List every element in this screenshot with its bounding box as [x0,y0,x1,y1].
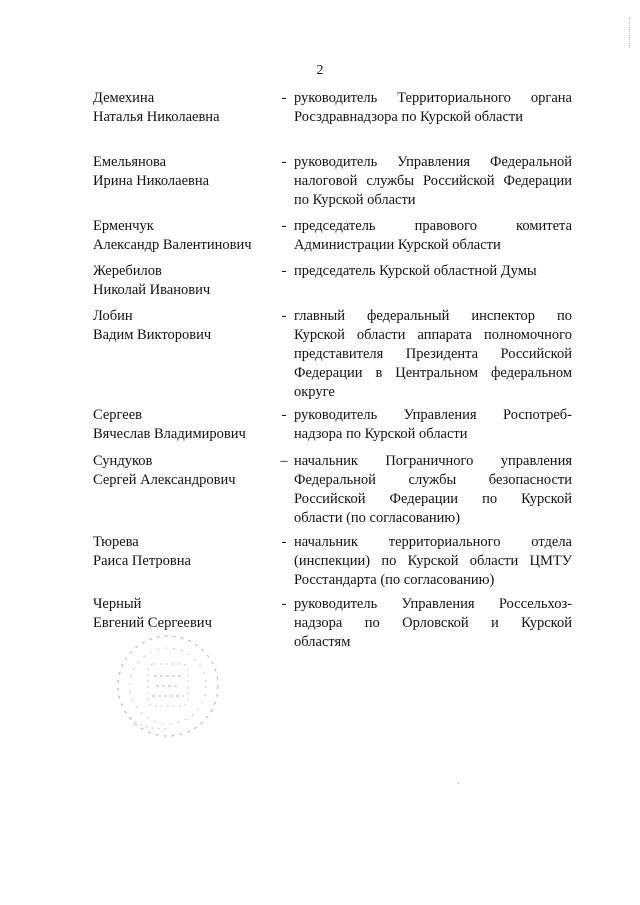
dash-separator: - [281,308,287,324]
position-line: главный федеральный инспектор по [294,308,572,324]
position-description [294,452,572,528]
person-name [93,452,278,490]
position-line: областям [294,634,351,650]
person-name [93,153,278,191]
position-description [294,217,572,255]
person-name [93,217,278,255]
surname: Емельянова [93,154,167,170]
position-line: руководитель Управления Россельхоз- [294,596,572,612]
position-line: руководитель Управления Федеральной [294,154,572,170]
dash-separator: - [281,154,287,170]
surname: Ерменчук [93,218,154,234]
position-line: Федеральной службы безопасности [294,472,572,488]
position-line: Росстандарта (по согласованию) [294,572,495,588]
position-line: Федерации в Центральном федеральном [294,365,572,381]
position-line: Курской области аппарата полномочного [294,327,572,343]
position-line: начальник Пограничного управления [294,453,572,469]
surname: Лобин [93,308,133,324]
surname: Демехина [93,90,155,106]
given-name: Александр Валентинович [93,237,252,253]
person-name [93,89,278,127]
dash-separator: - [281,90,287,106]
given-name: Ирина Николаевна [93,173,210,189]
given-name: Сергей Александрович [93,472,236,488]
scan-edge-mark [629,18,632,48]
surname: Черный [93,596,142,612]
given-name: Евгений Сергеевич [93,615,212,631]
given-name: Наталья Николаевна [93,109,220,125]
given-name: Николай Иванович [93,282,211,298]
position-description [294,406,572,444]
position-line: руководитель Территориального органа [294,90,572,106]
dash-separator: - [281,534,287,550]
position-description [294,262,572,281]
position-line: руководитель Управления Роспотреб- [294,407,572,423]
position-line: надзора по Курской области [294,426,468,442]
position-line: по Курской области [294,192,416,208]
given-name: Вадим Викторович [93,327,212,343]
dash-separator: - [281,596,287,612]
position-line: области (по согласованию) [294,510,461,526]
person-name [93,307,278,345]
given-name: Вячеслав Владимирович [93,426,246,442]
dash-separator: - [281,218,287,234]
position-line: налоговой службы Российской Федерации [294,173,572,189]
position-line: Российской Федерации по Курской [294,491,572,507]
page-number: 2 [316,63,324,78]
scan-speck [457,782,459,784]
position-line: (инспекции) по Курской области ЦМТУ [294,553,572,569]
surname: Сергеев [93,407,143,423]
dash-separator: - [281,263,287,279]
person-name [93,262,278,300]
position-line: надзора по Орловской и Курской [294,615,572,631]
position-description [294,153,572,210]
position-line: начальник территориального отдела [294,534,572,550]
person-name [93,406,278,444]
position-description [294,89,572,127]
dash-separator: – [280,453,288,469]
surname: Сундуков [93,453,153,469]
position-description [294,307,572,402]
faded-seal-stamp [110,628,226,744]
surname: Тюрева [93,534,139,550]
person-name [93,533,278,571]
position-line: округе [294,384,335,400]
position-line: председатель правового комитета [294,218,572,234]
dash-separator: - [281,407,287,423]
position-description [294,595,572,652]
position-line: представителя Президента Российской [294,346,572,362]
surname: Жеребилов [93,263,162,279]
position-description [294,533,572,590]
position-line: Администрации Курской области [294,237,501,253]
position-line: председатель Курской областной Думы [294,263,537,279]
position-line: Росздравнадзора по Курской области [294,109,524,125]
given-name: Раиса Петровна [93,553,191,569]
